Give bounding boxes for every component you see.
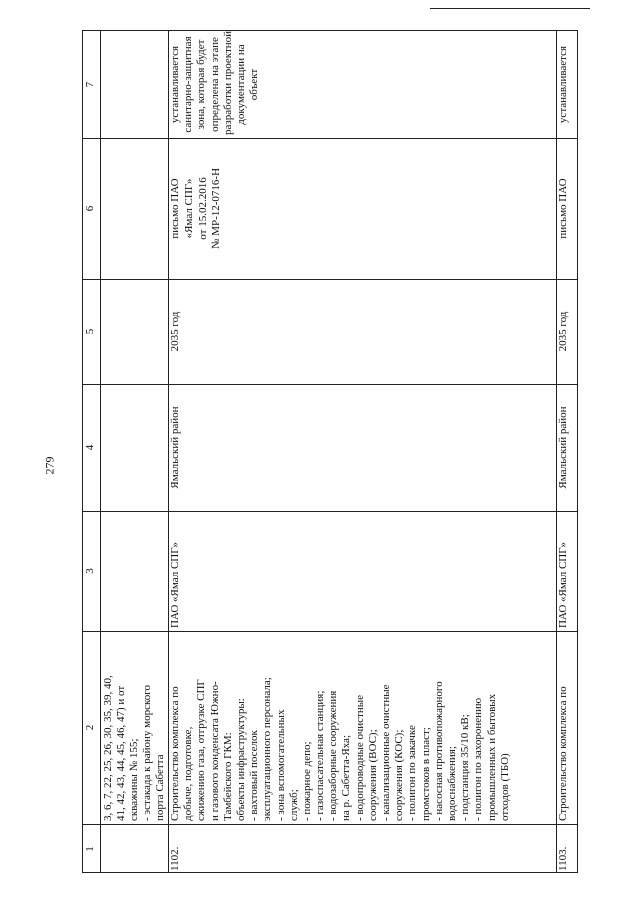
top-rule [430, 8, 590, 9]
name-line: - водозаборные сооружения [327, 690, 340, 821]
row-1103-number [556, 824, 578, 874]
header-text-5: 5 [84, 328, 96, 335]
document-table [82, 30, 578, 873]
year-text: 2035 год [557, 311, 569, 352]
header-text-4: 4 [84, 444, 96, 451]
name-line: сооружения (КОС); [393, 729, 406, 821]
doc-line: «Ямал СПГ» [182, 178, 195, 239]
header-col-1 [83, 824, 100, 874]
name-line: порта Сабетта [153, 754, 166, 821]
district-text: Ямальский район [169, 406, 181, 489]
row-1103-district [556, 384, 578, 511]
name-line: эксплуатационного персонала; [261, 677, 274, 821]
name-line: - насосная противопожарного [432, 681, 445, 821]
header-text-2: 2 [84, 724, 96, 731]
page-number [42, 450, 58, 480]
zone-line: устанавливается [557, 45, 569, 124]
doc-line: от 15.02.2016 [196, 177, 209, 240]
row-1103-name [556, 631, 578, 824]
header-text-1: 1 [84, 846, 96, 852]
owner-text: ПАО «Ямал СПГ» [169, 542, 181, 628]
name-line: добыче, подготовке, [182, 726, 195, 821]
name-line: сжижению газа, отгрузке СПГ [195, 679, 208, 821]
row-1102-zone [168, 31, 556, 138]
zone-line: документации на [234, 44, 247, 125]
year-text: 2035 год [169, 311, 181, 352]
header-col-2 [83, 631, 100, 824]
name-line: и газового конденсата Южно- [208, 681, 221, 821]
row-1102-document [168, 138, 556, 279]
name-line: скважины № 155; [127, 738, 140, 821]
zone-line: устанавливается [169, 45, 181, 124]
name-line: водоснабжения; [445, 746, 458, 821]
row-1103-zone [556, 31, 578, 138]
name-line: отходов (ТБО) [498, 753, 511, 821]
zone-line: разработки проектной [221, 31, 234, 135]
name-line: - водопроводные очистные [353, 695, 366, 821]
doc-line: письмо ПАО [169, 178, 181, 239]
row-1102-owner [168, 511, 556, 631]
name-line: сооружения (ВОС); [366, 729, 379, 821]
row-1102-year [168, 279, 556, 384]
row-number: 1102. [169, 846, 181, 871]
header-col-5 [83, 279, 100, 384]
name-line: - полигон по захоронению [472, 697, 485, 821]
continued-row-name [100, 631, 168, 824]
district-text: Ямальский район [557, 406, 569, 489]
name-line: 3, 6, 7, 22, 25, 26, 30, 35, 39, 40, [102, 675, 114, 821]
header-col-4 [83, 384, 100, 511]
row-1102-district [168, 384, 556, 511]
name-line: - пожарное депо; [300, 741, 313, 821]
row-1103-year [556, 279, 578, 384]
header-col-6 [83, 138, 100, 279]
name-line: Тамбейского ГКМ: [221, 732, 234, 821]
row-1102-number [168, 824, 556, 874]
name-line: - вахтовый поселок [248, 730, 261, 821]
zone-line: определена на этапе [208, 37, 221, 132]
doc-line: письмо ПАО [557, 178, 569, 239]
name-line: объекты инфраструктуры: [234, 698, 247, 821]
header-text-6: 6 [84, 205, 96, 212]
row-1103-document [556, 138, 578, 279]
header-text-7: 7 [84, 81, 96, 88]
name-line: - газоспасательная станция; [314, 690, 327, 821]
zone-line: объект [248, 68, 261, 101]
header-col-7 [83, 31, 100, 138]
zone-line: санитарно-защитная [182, 36, 195, 133]
name-line: 41, 42, 43, 44, 45, 46, 47) и от [114, 685, 127, 821]
name-line: - подстанция 35/10 кВ; [459, 714, 472, 821]
doc-line: № МР-12-0716-Н [210, 167, 223, 250]
header-col-3 [83, 511, 100, 631]
name-line: промстоков в пласт; [419, 727, 432, 821]
row-1102-name [168, 631, 556, 824]
row-number: 1103. [557, 846, 569, 871]
name-line: - полигон по закачке [406, 725, 419, 821]
owner-text: ПАО «Ямал СПГ» [557, 542, 569, 628]
zone-line: зона, которая будет [195, 39, 208, 130]
name-line: - зона вспомогательных [274, 709, 287, 821]
name-line: промышленных и бытовых [485, 693, 498, 821]
name-line: служб; [287, 789, 300, 821]
page-number-text: 279 [42, 456, 57, 474]
row-1103-owner [556, 511, 578, 631]
name-line: на р. Сабетта-Яха; [340, 735, 353, 821]
name-line: - эстакада к району морского [140, 685, 153, 821]
name-line: Строительство комплекса по [169, 686, 181, 821]
name-line: Строительство комплекса по [557, 686, 569, 821]
name-line: - канализационные очистные [380, 684, 392, 821]
header-text-3: 3 [84, 568, 96, 574]
